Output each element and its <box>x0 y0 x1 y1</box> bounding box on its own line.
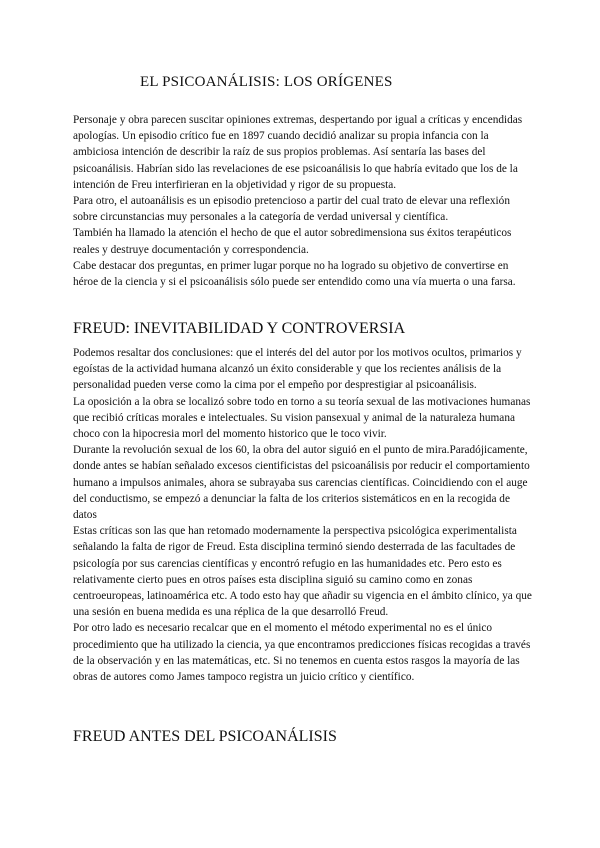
paragraph: Durante la revolución sexual de los 60, la obra del autor siguió en el punto de mira.Paradójicamente, donde antes se habían señalado excesos cientificistas del psicoanálisis por reducir el comportamiento humano a impulsos animales, ahora se subrayaba sus carencias científicas. Coincidiendo con el auge del conductismo, se empezó a denunciar la falta de los criterios sistemáticos en en la recogida de datos <box>73 444 530 522</box>
paragraph: También ha llamado la atención el hecho de que el autor sobredimensiona sus éxitos terapéuticos reales y destruye documentación y correspondencia. <box>73 227 512 256</box>
section-origins-body <box>73 112 533 290</box>
paragraph: Cabe destacar dos preguntas, en primer lugar porque no ha logrado su objetivo de convertirse en héroe de la ciencia y si el psicoanálisis sólo puede ser entendido como una vía muerta o una farsa. <box>73 259 516 289</box>
paragraph: Estas críticas son las que han retomado modernamente la perspectiva psicológica experimentalista señalando la falta de rigor de Freud. Esta disciplina terminó siendo desterrada de las facultades de psicología por sus carencias científicas y encontró refugio en las humanidades etc. Pero esto es relativamente cierto pues en otros países esta disciplina siguió su camino como en zonas centroeuropeas, latinoamérica etc. A todo esto hay que añadir su vigencia en el ámbito clínico, ya que una sesión en buena medida es una réplica de la que desarrolló Freud. <box>73 525 532 619</box>
document-title: EL PSICOANÁLISIS: LOS ORÍGENES <box>140 74 393 90</box>
paragraph: La oposición a la obra se localizó sobre todo en torno a su teoría sexual de las motivaciones humanas que recibió críticas morales e intelectuales. Su vision pansexual y animal de la naturaleza humana choco con la hipocresia morl del momento historico que le toco vivir. <box>73 395 531 441</box>
paragraph: Por otro lado es necesario recalcar que en el momento el método experimental no es el único procedimiento que ha utilizado la ciencia, ya que encontramos predicciones físicas recogidas a través de la observación y en las matemáticas, etc. Si no tenemos en cuenta estos rasgos la mayoría de las obras de autores como James tampoco registra un juicio crítico y científico. <box>73 622 531 684</box>
paragraph: Para otro, el autoanálisis es un episodio pretencioso a partir del cual trato de elevar una reflexión sobre circunstancias muy personales a la categoría de verdad universal y científica. <box>73 195 510 224</box>
section-heading-before-psychoanalysis: FREUD ANTES DEL PSICOANÁLISIS <box>73 728 337 745</box>
paragraph: Personaje y obra parecen suscitar opiniones extremas, despertando por igual a críticas y encendidas apologías. Un episodio crítico fue en 1897 cuando decidió analizar su propia infancia con la ambiciosa intención de describir la raíz de sus propios problemas. Así sentaría las bases del psicoanálisis. Habrían sido las revelaciones de ese psicoanálisis lo que habría evitado que los de la intención de Freu interfirieran en la objetividad y rigor de su propuesta. <box>73 114 523 191</box>
paragraph: Podemos resaltar dos conclusiones: que el interés del del autor por los motivos ocultos, primarios y egoístas de la actividad humana alcanzó un éxito considerable y que los recientes análisis de la personalidad pueden verse como la cima por el empeño por desprestigiar al psicoanálisis. <box>73 347 522 392</box>
section-controversy-body <box>73 345 533 685</box>
section-heading-controversy: FREUD: INEVITABILIDAD Y CONTROVERSIA <box>73 320 406 337</box>
